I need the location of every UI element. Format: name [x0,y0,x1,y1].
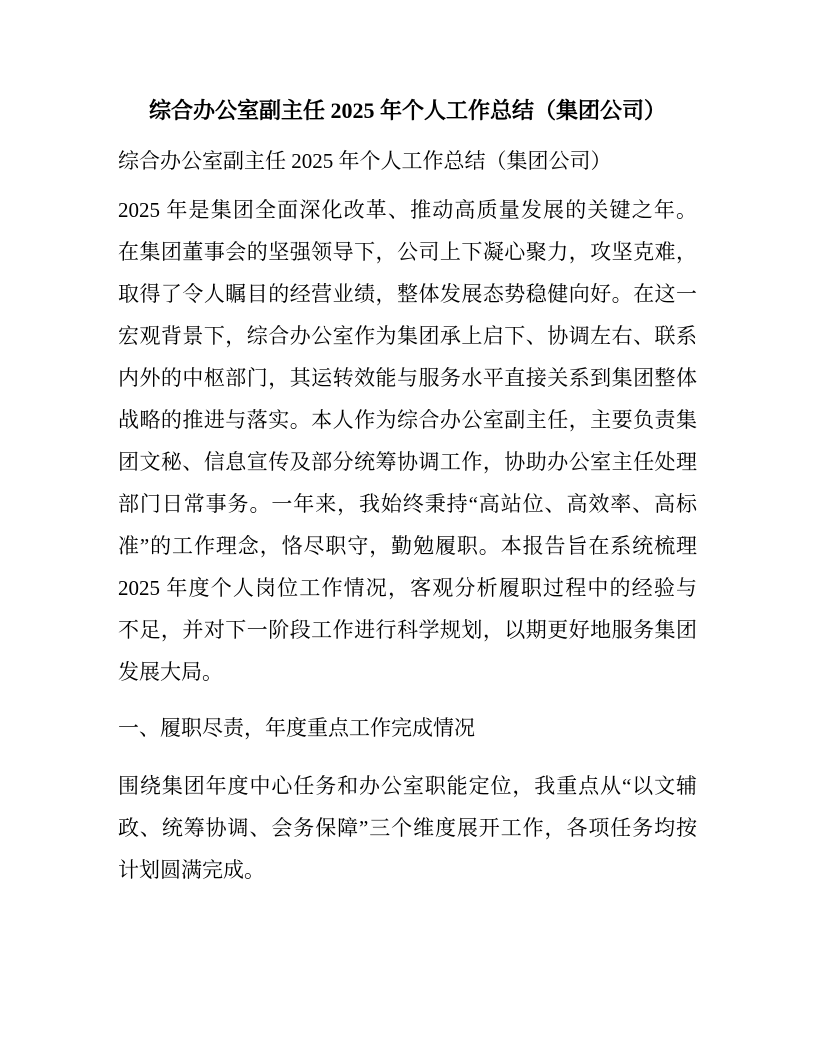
text-line: 宏观背景下，综合办公室作为集团承上启下、协调左右、联系 [118,324,697,348]
text-line: 不足，并对下一阶段工作进行科学规划，以期更好地服务集团 [118,618,697,642]
paragraphs [118,189,697,891]
text-line: 内外的中枢部门，其运转效能与服务水平直接关系到集团整体 [118,366,697,390]
text-line: 取得了令人瞩目的经营业绩，整体发展态势稳健向好。在这一 [118,282,697,306]
text-line: 准”的工作理念，恪尽职守，勤勉履职。本报告旨在系统梳理 [118,534,697,558]
document-subtitle: 综合办公室副主任 2025 年个人工作总结（集团公司） [118,149,612,173]
text-line: 在集团董事会的坚强领导下，公司上下凝心聚力，攻坚克难， [118,240,697,264]
text-line: 政、统筹协调、会务保障”三个维度展开工作，各项任务均按 [118,816,697,840]
text-line: 战略的推进与落实。本人作为综合办公室副主任，主要负责集 [118,408,697,432]
text-line: 部门日常事务。一年来，我始终秉持“高站位、高效率、高标 [118,492,697,516]
text-line: 发展大局。 [118,660,223,684]
text-line: 2025 年是集团全面深化改革、推动高质量发展的关键之年。 [118,198,697,222]
section-paragraph-1 [118,765,697,891]
text-line: 围绕集团年度中心任务和办公室职能定位，我重点从“以文辅 [118,774,697,798]
text-line: 2025 年度个人岗位工作情况，客观分析履职过程中的经验与 [118,576,697,600]
text-line: 计划圆满完成。 [118,858,265,882]
text-line: 一、履职尽责，年度重点工作完成情况 [118,716,475,740]
intro-paragraph [118,189,697,693]
document-title: 综合办公室副主任 2025 年个人工作总结（集团公司） [148,98,666,123]
text-line: 团文秘、信息宣传及部分统筹协调工作，协助办公室主任处理 [118,450,697,474]
section-heading-1 [118,707,697,749]
